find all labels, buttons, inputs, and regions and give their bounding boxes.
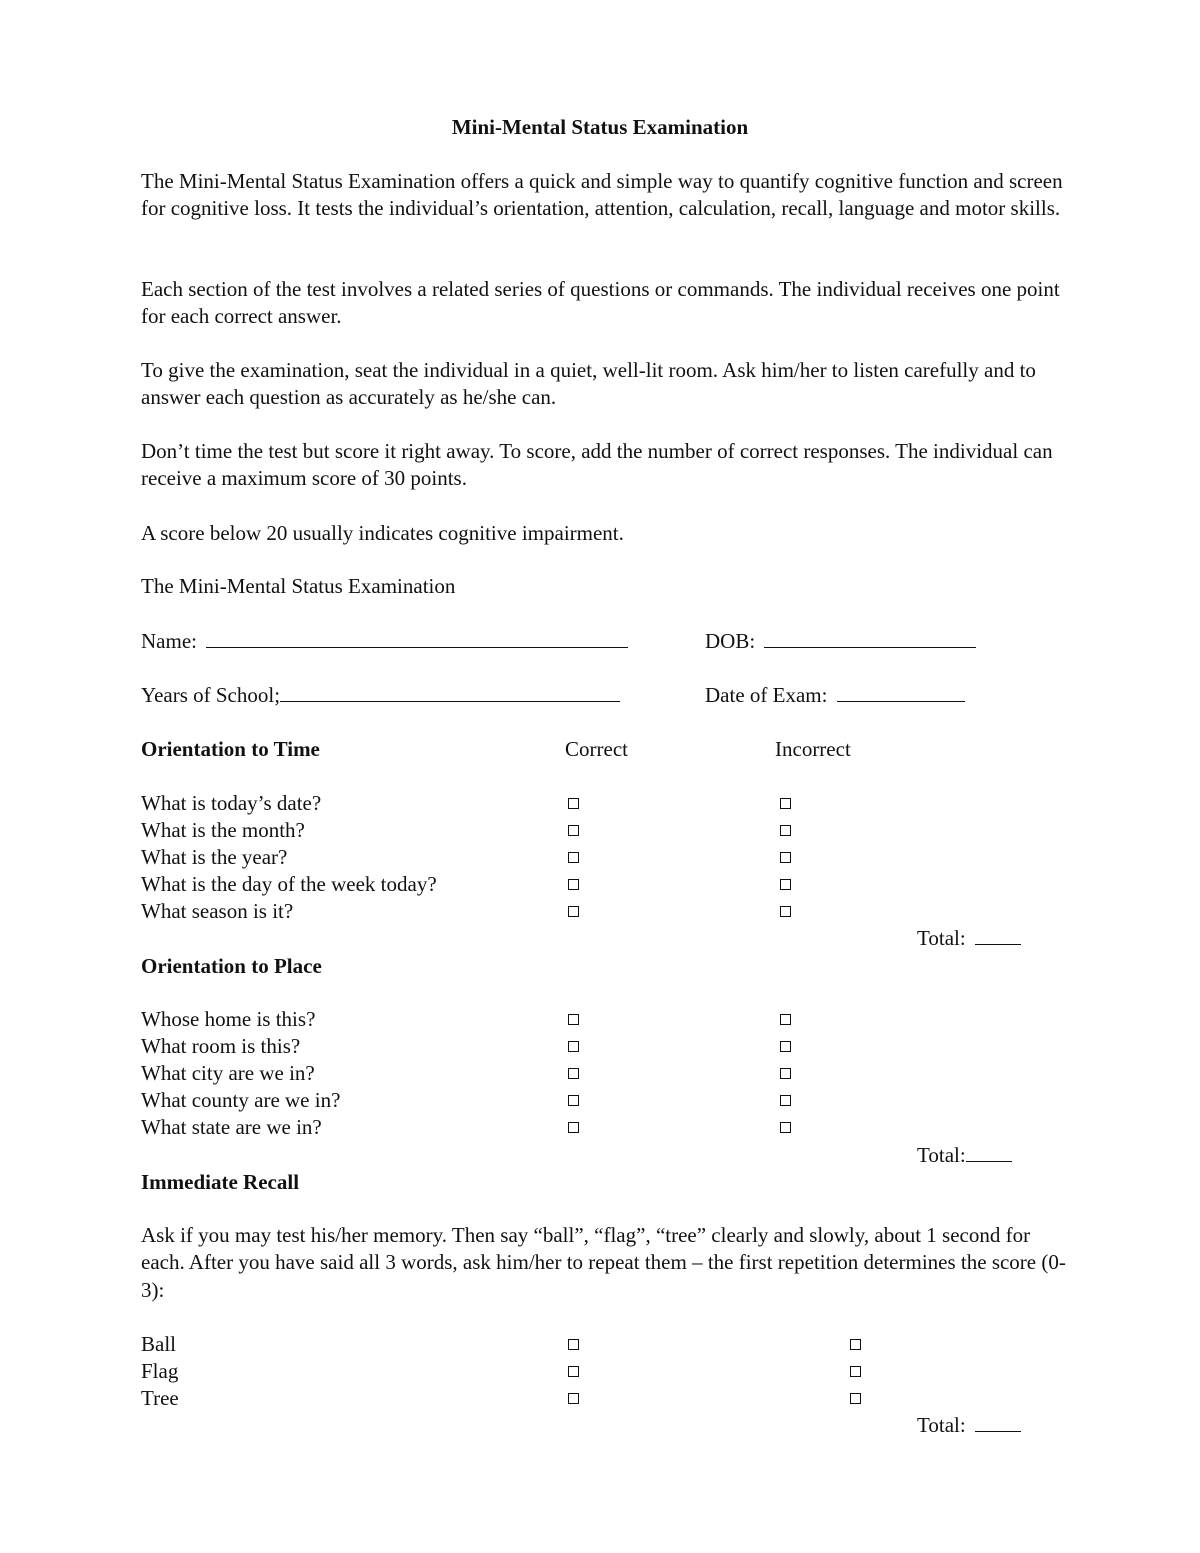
date-of-exam-field[interactable] — [705, 682, 965, 709]
dob-field[interactable] — [705, 628, 976, 655]
years-of-school-blank[interactable] — [280, 682, 620, 702]
section-heading-time: Orientation to Time — [141, 737, 320, 761]
total-recall[interactable] — [917, 1412, 1021, 1439]
total-place[interactable] — [917, 1142, 1012, 1169]
checkbox-time-1-correct[interactable] — [568, 798, 579, 809]
checkbox-recall-1-correct[interactable] — [568, 1339, 579, 1350]
dob-label: DOB: — [705, 629, 756, 653]
column-header-correct: Correct — [565, 737, 628, 761]
name-label: Name: — [141, 629, 197, 653]
total-time[interactable] — [917, 925, 1021, 952]
intro-paragraph-5: A score below 20 usually indicates cognitive impairment. — [141, 521, 624, 545]
total-time-blank[interactable] — [975, 925, 1021, 945]
document-title: Mini-Mental Status Examination — [451, 115, 749, 139]
intro-paragraph-3: To give the examination, seat the individual in a quiet, well-lit room. Ask him/her to listen carefully and to answer each question as accurately as he/she can. — [141, 358, 1036, 410]
checkbox-recall-2-incorrect[interactable] — [850, 1366, 861, 1377]
recall-word-2: Flag — [141, 1359, 179, 1383]
years-of-school-field[interactable] — [141, 682, 620, 709]
intro-paragraph-2: Each section of the test involves a related series of questions or commands. The individual receives one point for each correct answer. — [141, 277, 1060, 329]
dob-blank[interactable] — [764, 628, 976, 648]
checkbox-time-5-incorrect[interactable] — [780, 906, 791, 917]
name-field[interactable] — [141, 628, 628, 655]
date-of-exam-label: Date of Exam: — [705, 683, 828, 707]
years-of-school-label: Years of School; — [141, 683, 281, 707]
section-heading-recall: Immediate Recall — [141, 1170, 300, 1194]
checkbox-time-5-correct[interactable] — [568, 906, 579, 917]
checkbox-place-3-incorrect[interactable] — [780, 1068, 791, 1079]
name-blank[interactable] — [206, 628, 628, 648]
checkbox-time-3-incorrect[interactable] — [780, 852, 791, 863]
total-place-label: Total: — [917, 1143, 966, 1167]
section-heading-place: Orientation to Place — [141, 954, 322, 978]
question-time-3: What is the year? — [141, 845, 288, 869]
checkbox-time-4-incorrect[interactable] — [780, 879, 791, 890]
checkbox-recall-3-incorrect[interactable] — [850, 1393, 861, 1404]
checkbox-recall-1-incorrect[interactable] — [850, 1339, 861, 1350]
checkbox-place-1-incorrect[interactable] — [780, 1014, 791, 1025]
date-of-exam-blank[interactable] — [837, 682, 965, 702]
recall-word-1: Ball — [141, 1332, 176, 1356]
checkbox-recall-2-correct[interactable] — [568, 1366, 579, 1377]
question-place-2: What room is this? — [141, 1034, 301, 1058]
question-time-2: What is the month? — [141, 818, 305, 842]
question-time-4: What is the day of the week today? — [141, 872, 437, 896]
total-time-label: Total: — [917, 926, 966, 950]
intro-paragraph-1: The Mini-Mental Status Examination offers a quick and simple way to quantify cognitive function and screen for cognitive loss. It tests the individual’s orientation, attention, calculation, recall, language and motor skills. — [141, 169, 1063, 221]
checkbox-place-5-correct[interactable] — [568, 1122, 579, 1133]
checkbox-place-2-correct[interactable] — [568, 1041, 579, 1052]
total-place-blank[interactable] — [966, 1142, 1012, 1162]
question-place-4: What county are we in? — [141, 1088, 341, 1112]
checkbox-place-4-correct[interactable] — [568, 1095, 579, 1106]
total-recall-blank[interactable] — [975, 1412, 1021, 1432]
checkbox-time-2-incorrect[interactable] — [780, 825, 791, 836]
form-subtitle: The Mini-Mental Status Examination — [141, 574, 456, 598]
checkbox-place-3-correct[interactable] — [568, 1068, 579, 1079]
column-header-incorrect: Incorrect — [775, 737, 851, 761]
recall-instructions: Ask if you may test his/her memory. Then say “ball”, “flag”, “tree” clearly and slowly, about 1 second for each. After you have said all 3 words, ask him/her to repeat them – the first repetition determines the score (0-3): — [141, 1223, 1066, 1302]
checkbox-time-2-correct[interactable] — [568, 825, 579, 836]
question-place-5: What state are we in? — [141, 1115, 322, 1139]
intro-paragraph-4: Don’t time the test but score it right away. To score, add the number of correct responses. The individual can receive a maximum score of 30 points. — [141, 439, 1053, 491]
question-place-3: What city are we in? — [141, 1061, 315, 1085]
checkbox-place-2-incorrect[interactable] — [780, 1041, 791, 1052]
checkbox-place-1-correct[interactable] — [568, 1014, 579, 1025]
checkbox-place-5-incorrect[interactable] — [780, 1122, 791, 1133]
recall-word-3: Tree — [141, 1386, 179, 1410]
question-time-5: What season is it? — [141, 899, 294, 923]
question-place-1: Whose home is this? — [141, 1007, 316, 1031]
checkbox-time-3-correct[interactable] — [568, 852, 579, 863]
checkbox-time-1-incorrect[interactable] — [780, 798, 791, 809]
checkbox-place-4-incorrect[interactable] — [780, 1095, 791, 1106]
checkbox-recall-3-correct[interactable] — [568, 1393, 579, 1404]
checkbox-time-4-correct[interactable] — [568, 879, 579, 890]
question-time-1: What is today’s date? — [141, 791, 322, 815]
total-recall-label: Total: — [917, 1413, 966, 1437]
